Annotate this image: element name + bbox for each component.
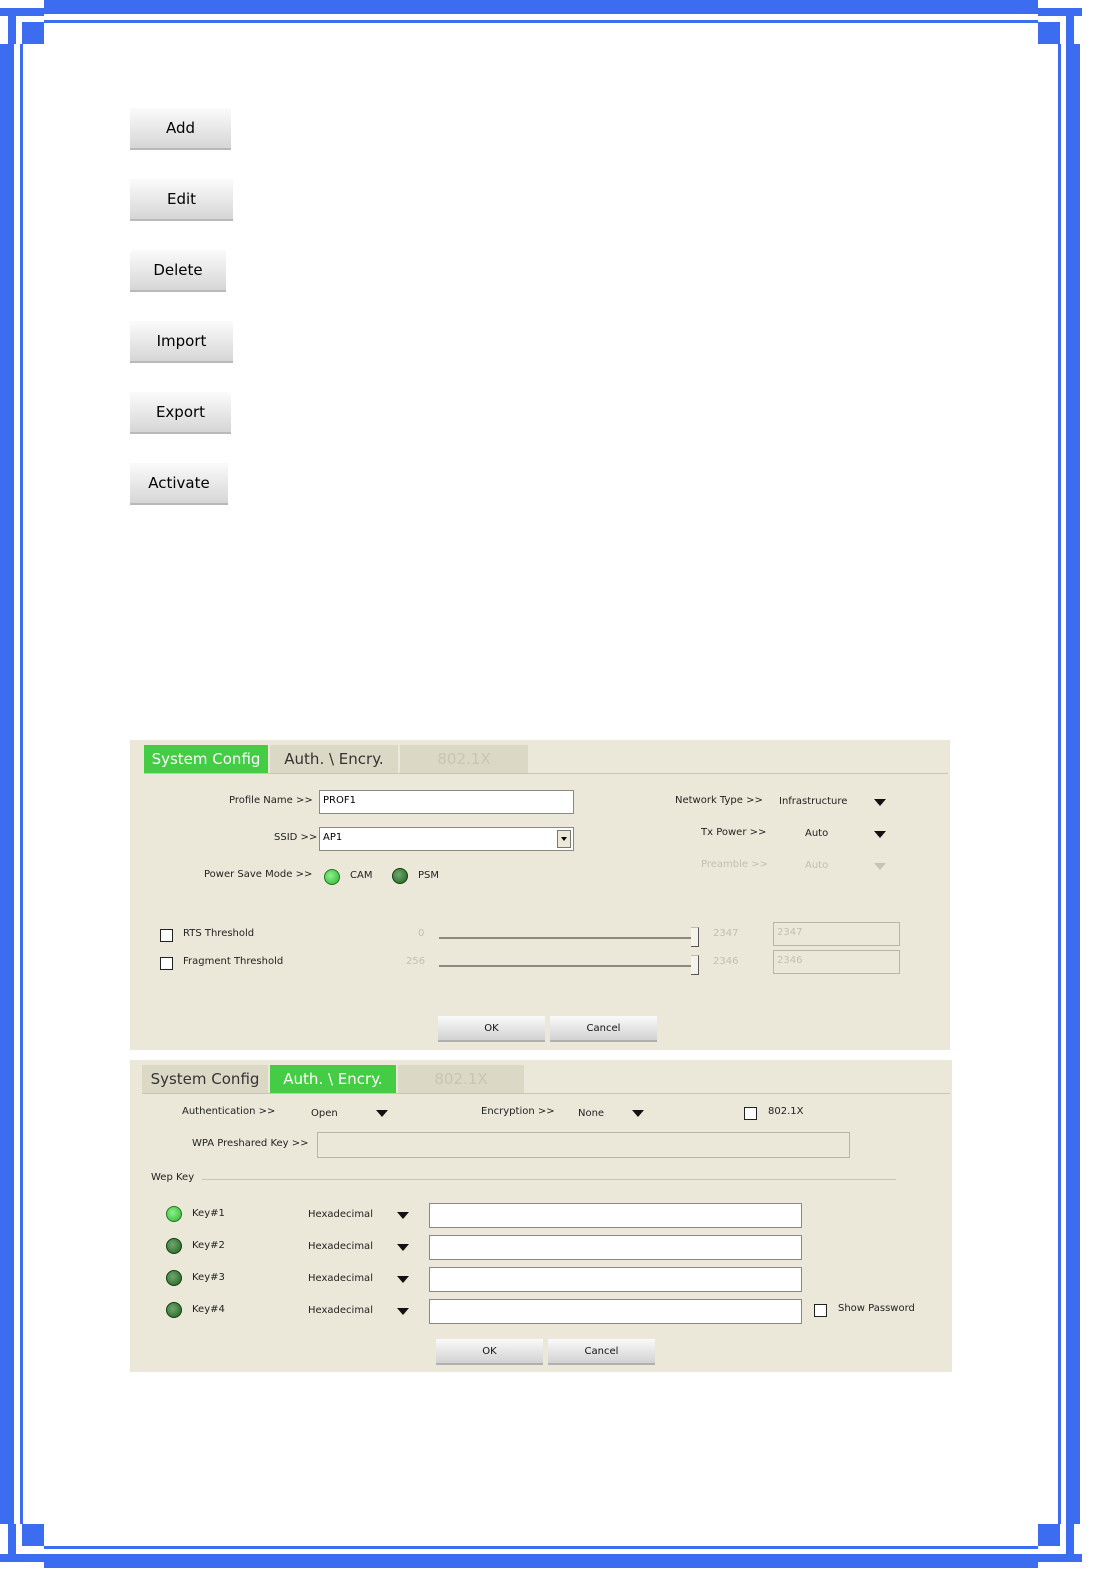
rts-slider-track: [439, 937, 693, 939]
dot1x-checkbox[interactable]: [744, 1107, 757, 1120]
tab-auth-encry[interactable]: Auth. \ Encry.: [270, 1065, 396, 1093]
add-button[interactable]: Add: [130, 108, 231, 150]
fragment-threshold-checkbox[interactable]: [160, 957, 173, 970]
export-button[interactable]: Export: [130, 392, 231, 434]
tx-power-dropdown-icon[interactable]: [874, 831, 886, 838]
ssid-dropdown-icon[interactable]: [557, 830, 571, 848]
key4-radio-icon[interactable]: [166, 1302, 182, 1318]
key3-radio-icon[interactable]: [166, 1270, 182, 1286]
network-type-dropdown-icon[interactable]: [874, 799, 886, 806]
tab-8021x: 802.1X: [398, 1065, 524, 1093]
tx-power-label: Tx Power >>: [701, 827, 767, 838]
preamble-value: Auto: [805, 860, 829, 871]
network-type-value[interactable]: Infrastructure: [779, 796, 848, 807]
ok-button[interactable]: OK: [436, 1339, 543, 1365]
authentication-value[interactable]: Open: [311, 1108, 338, 1119]
encryption-dropdown-icon[interactable]: [632, 1110, 644, 1117]
profile-name-input[interactable]: PROF1: [319, 790, 574, 814]
rts-slider-thumb[interactable]: [691, 927, 699, 947]
ssid-combobox[interactable]: [319, 827, 574, 851]
key2-input[interactable]: [429, 1235, 802, 1260]
psm-radio-icon[interactable]: [392, 868, 408, 884]
authentication-dropdown-icon[interactable]: [376, 1110, 388, 1117]
fragment-max-label: 2346: [713, 956, 739, 967]
fragment-slider-thumb[interactable]: [691, 955, 699, 975]
rts-threshold-label: RTS Threshold: [183, 928, 255, 939]
profile-name-label: Profile Name >>: [229, 795, 313, 806]
auth-encry-panel: [130, 1060, 952, 1372]
show-password-label: Show Password: [838, 1303, 915, 1314]
rts-threshold-checkbox[interactable]: [160, 929, 173, 942]
fragment-value-field: 2346: [773, 950, 900, 974]
show-password-checkbox[interactable]: [814, 1304, 827, 1317]
key4-format-value[interactable]: Hexadecimal: [308, 1305, 373, 1316]
cam-label: CAM: [350, 870, 373, 881]
tab-8021x: 802.1X: [400, 745, 528, 773]
authentication-label: Authentication >>: [182, 1106, 276, 1117]
key1-label: Key#1: [192, 1208, 225, 1219]
key2-radio-icon[interactable]: [166, 1238, 182, 1254]
preamble-label: Preamble >>: [701, 859, 768, 870]
cam-radio-icon[interactable]: [324, 869, 340, 885]
key3-label: Key#3: [192, 1272, 225, 1283]
preamble-dropdown-icon: [874, 863, 886, 870]
key2-label: Key#2: [192, 1240, 225, 1251]
key4-format-dropdown-icon[interactable]: [397, 1308, 409, 1315]
activate-button[interactable]: Activate: [130, 463, 228, 505]
tx-power-value[interactable]: Auto: [805, 828, 829, 839]
edit-button[interactable]: Edit: [130, 179, 233, 221]
key3-format-value[interactable]: Hexadecimal: [308, 1273, 373, 1284]
cancel-button[interactable]: Cancel: [548, 1339, 655, 1365]
psm-label: PSM: [418, 870, 440, 881]
key1-format-value[interactable]: Hexadecimal: [308, 1209, 373, 1220]
key4-label: Key#4: [192, 1304, 225, 1315]
dot1x-label: 802.1X: [768, 1106, 804, 1117]
key3-format-dropdown-icon[interactable]: [397, 1276, 409, 1283]
fragment-threshold-label: Fragment Threshold: [183, 956, 284, 967]
rts-value-field: 2347: [773, 922, 900, 946]
system-config-panel: [130, 740, 950, 1050]
key4-input[interactable]: [429, 1299, 802, 1324]
import-button[interactable]: Import: [130, 321, 233, 363]
wpa-preshared-key-input[interactable]: [317, 1132, 850, 1158]
encryption-label: Encryption >>: [481, 1106, 555, 1117]
wep-key-label: Wep Key: [151, 1172, 195, 1183]
encryption-value[interactable]: None: [578, 1108, 605, 1119]
key2-format-value[interactable]: Hexadecimal: [308, 1241, 373, 1252]
key1-radio-icon[interactable]: [166, 1206, 182, 1222]
power-save-label: Power Save Mode >>: [204, 869, 313, 880]
rts-max-label: 2347: [713, 928, 739, 939]
key1-format-dropdown-icon[interactable]: [397, 1212, 409, 1219]
key1-input[interactable]: [429, 1203, 802, 1228]
fragment-slider-track: [439, 965, 693, 967]
tab-auth-encry[interactable]: Auth. \ Encry.: [270, 745, 398, 773]
key2-format-dropdown-icon[interactable]: [397, 1244, 409, 1251]
rts-min-label: 0: [418, 928, 425, 939]
ok-button[interactable]: OK: [438, 1016, 545, 1042]
tab-system-config[interactable]: System Config: [142, 1065, 268, 1093]
cancel-button[interactable]: Cancel: [550, 1016, 657, 1042]
fragment-min-label: 256: [406, 956, 426, 967]
ssid-label: SSID >>: [274, 832, 318, 843]
delete-button[interactable]: Delete: [130, 250, 226, 292]
wpa-preshared-key-label: WPA Preshared Key >>: [192, 1138, 309, 1149]
key3-input[interactable]: [429, 1267, 802, 1292]
tab-system-config[interactable]: System Config: [144, 745, 268, 773]
ssid-value: AP1: [323, 832, 343, 843]
network-type-label: Network Type >>: [675, 795, 763, 806]
